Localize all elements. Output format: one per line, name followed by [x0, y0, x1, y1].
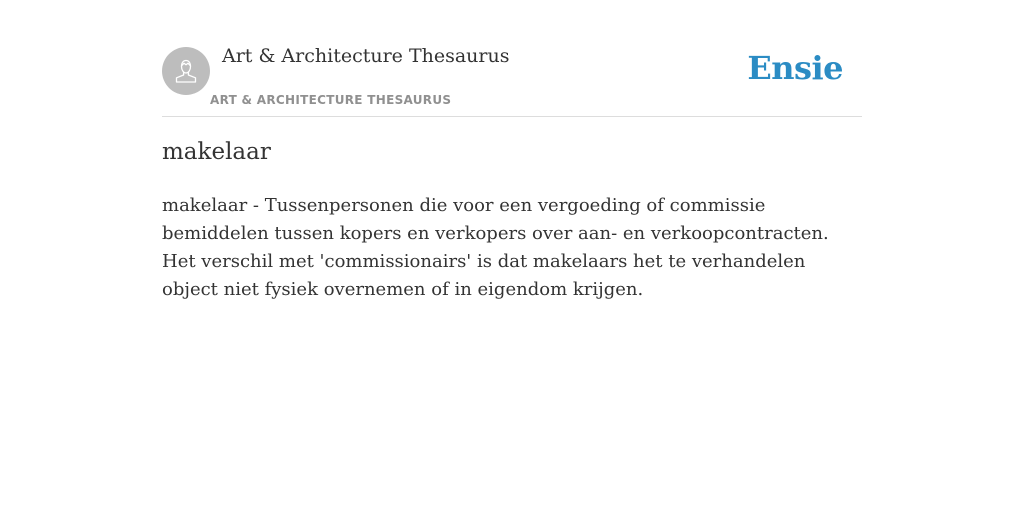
user-icon [171, 56, 201, 86]
source-subtitle: ART & ARCHITECTURE THESAURUS [210, 93, 452, 107]
avatar[interactable] [162, 47, 210, 95]
source-title[interactable]: Art & Architecture Thesaurus [222, 45, 510, 67]
term-title: makelaar [162, 139, 271, 165]
term-definition: makelaar - Tussenpersonen die voor een vergoeding of commissie bemiddelen tussen kopers en verkopers over aan- en verkoopcontracten. Het verschil met 'commissionairs' is dat makelaars het te verhandelen object niet fysiek overnemen of in eigendom krijgen. [162, 195, 829, 300]
header [162, 40, 862, 117]
brand-logo[interactable]: Ensie [747, 49, 843, 87]
